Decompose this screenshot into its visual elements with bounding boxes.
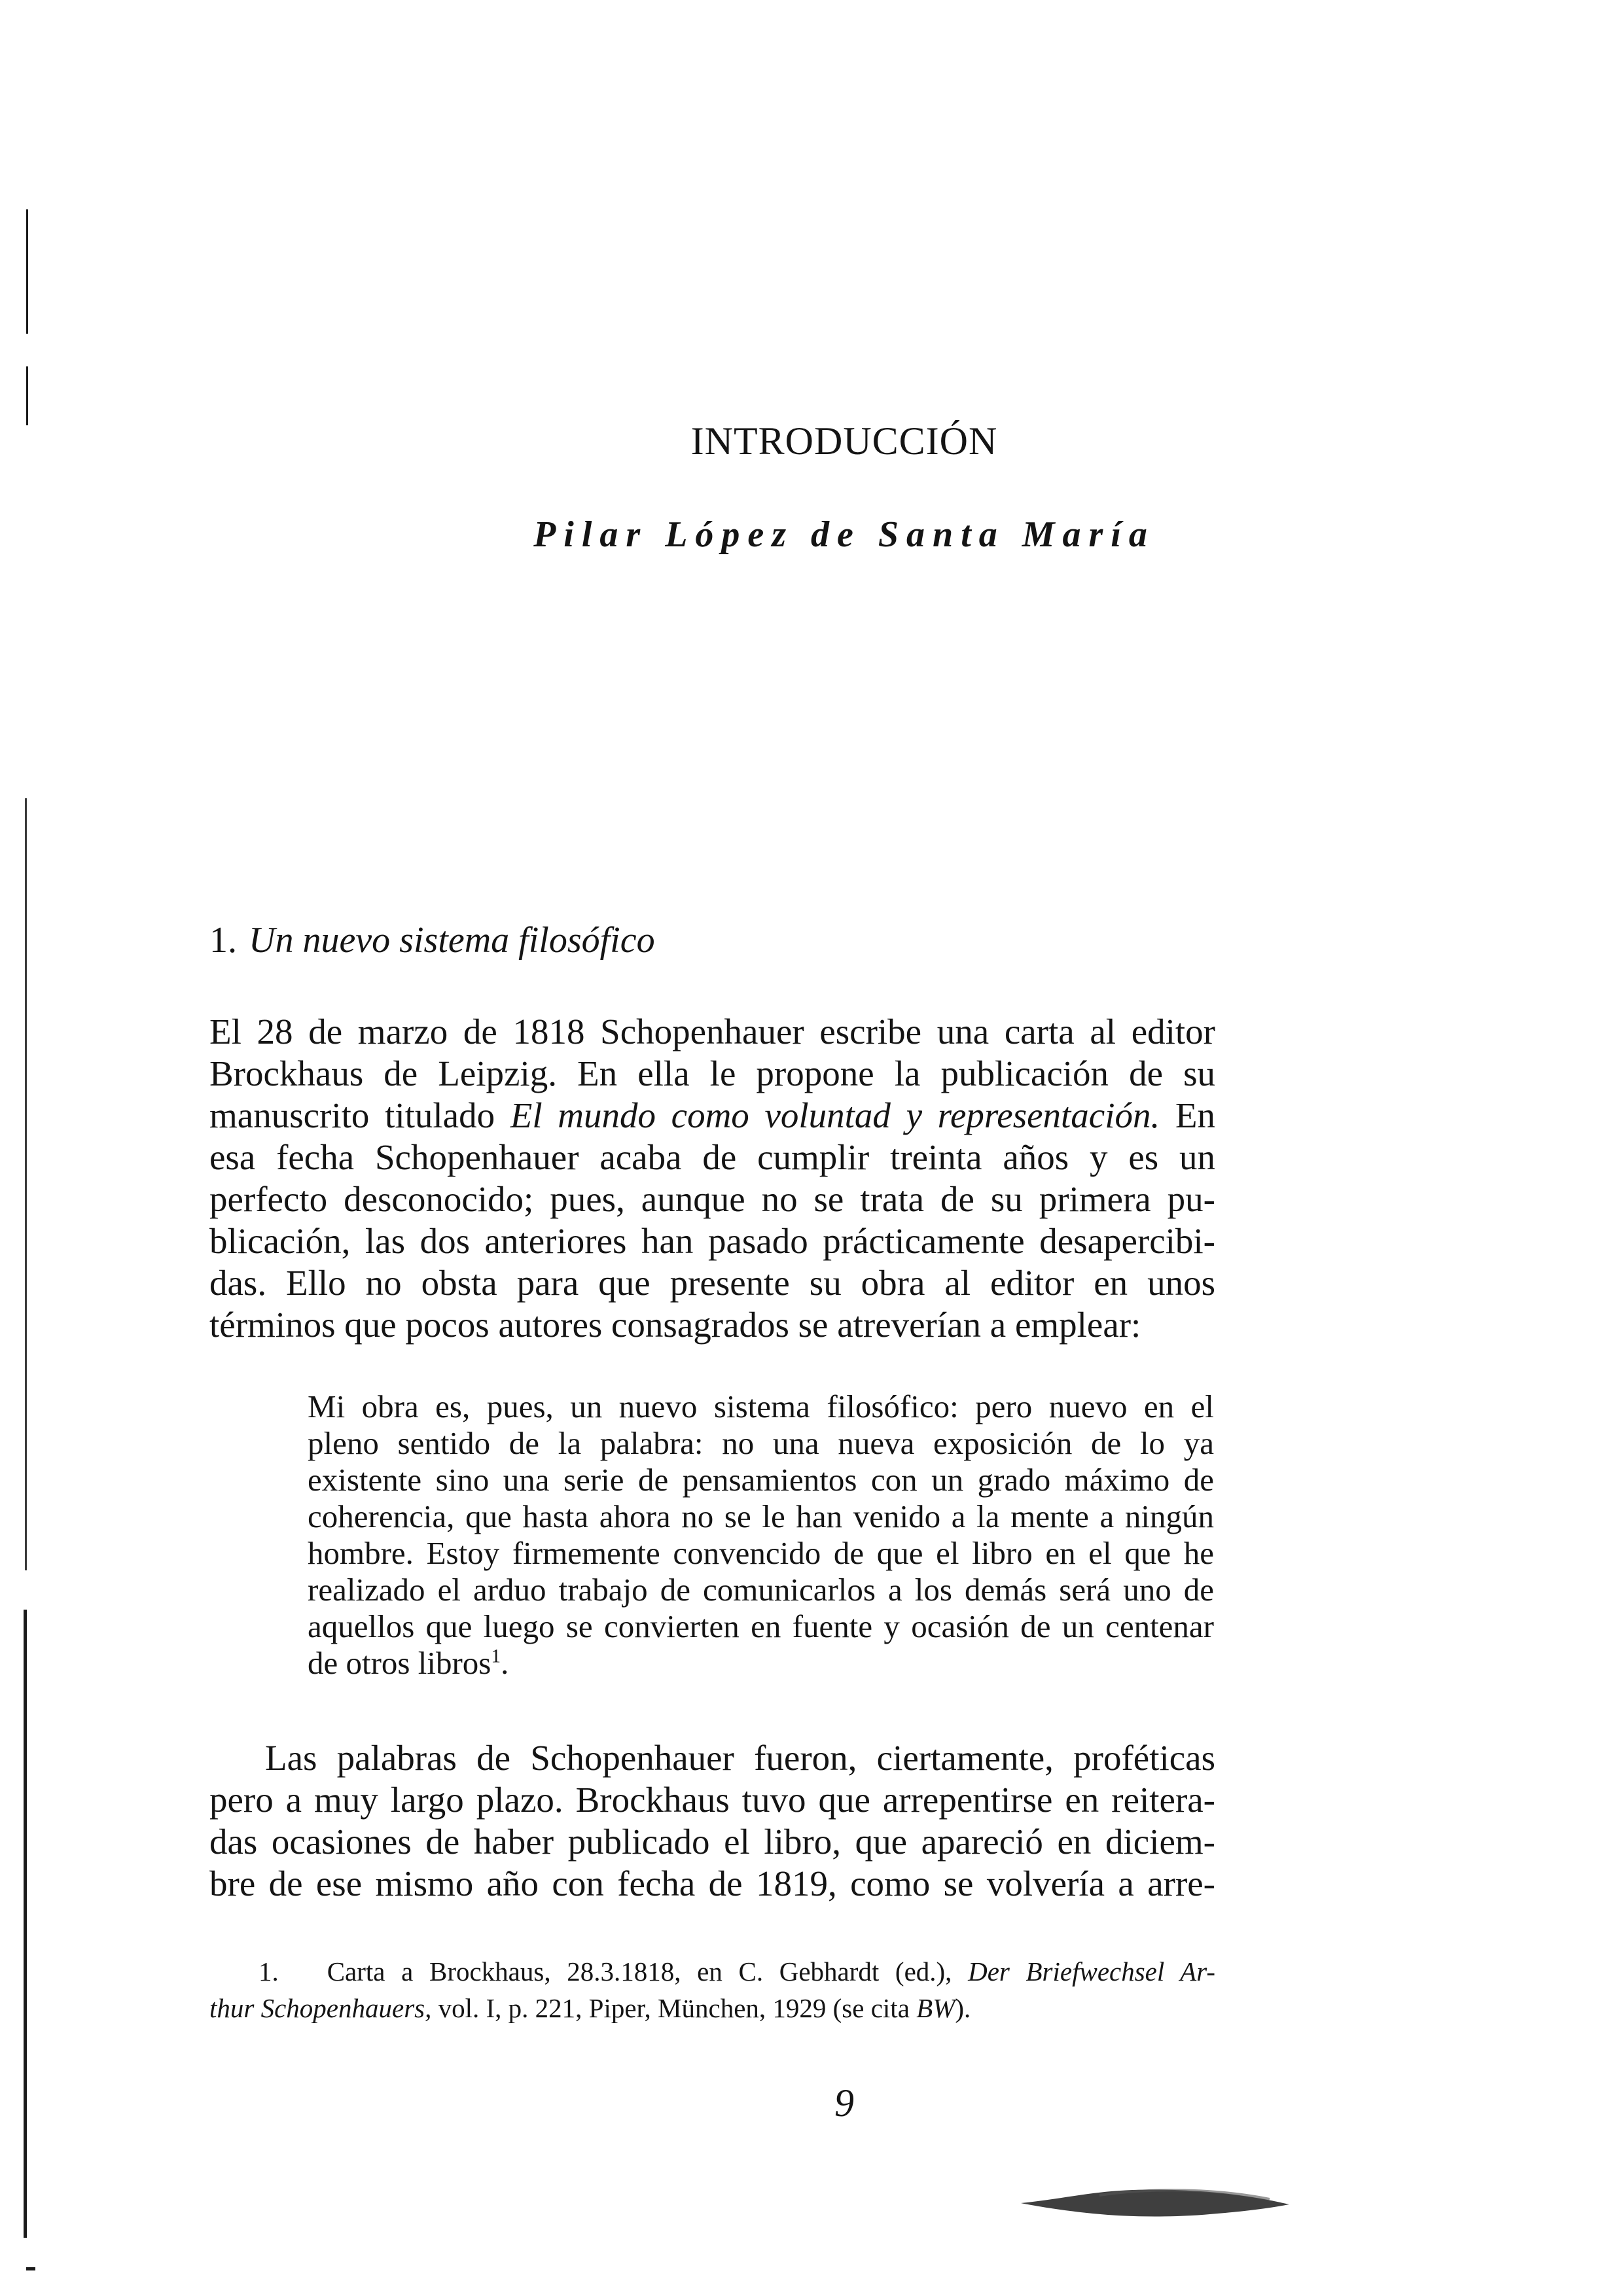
quote-line: hombre. Estoy firmemente convencido de que el libro en el que he [308,1535,1214,1571]
scan-edge-mark [26,366,28,425]
cited-work: thur Schopenhauers, [209,1993,432,2023]
text-line: El 28 de marzo de 1818 Schopenhauer escribe una carta al editor [209,1012,1215,1051]
text-fragment: de otros libros [308,1645,491,1681]
quote-line: aquellos que luego se convierten en fuente y ocasión de un centenar [308,1608,1214,1644]
block-quote [308,1388,1214,1682]
text-fragment: En [1175,1095,1216,1135]
page-number: 9 [834,2081,854,2125]
quote-line: pleno sentido de la palabra: no una nueva exposición de lo ya [308,1425,1214,1461]
text-fragment: vol. I, p. 221, Piper, München, 1929 (se cita [438,1993,910,2023]
text-line: términos que pocos autores consagrados se atreverían a emplear: [209,1305,1141,1345]
text-line: Las palabras de Schopenhauer fueron, ciertamente, proféticas [265,1738,1215,1778]
paragraph-1 [209,1011,1215,1346]
footnote [209,1953,1215,2026]
scan-edge-mark [24,1610,27,2238]
book-title: El mundo como voluntad y representación. [510,1095,1160,1135]
text-fragment: manuscrito titulado [209,1095,495,1135]
section-label: Un nuevo sistema filosófico [249,920,655,961]
scan-smudge [1021,2182,1289,2221]
text-fragment: . [501,1645,509,1681]
citation-abbrev: BW [916,1993,955,2023]
text-line: esa fecha Schopenhauer acaba de cumplir treinta años y es un [209,1137,1215,1177]
text-line: bre de ese mismo año con fecha de 1819, como se volvería a arre- [209,1863,1215,1903]
paragraph-2 [209,1737,1215,1905]
section-number: 1. [209,920,237,961]
text-fragment: Carta a Brockhaus, 28.3.1818, en C. Gebhardt (ed.), [327,1956,952,1987]
page-title: INTRODUCCIÓN [690,419,998,463]
text-line: das. Ello no obsta para que presente su obra al editor en unos [209,1263,1215,1303]
section-heading [209,919,655,961]
cited-work: Der Briefwechsel Ar- [968,1956,1216,1987]
text-line: perfecto desconocido; pues, aunque no se trata de su primera pu- [209,1179,1215,1219]
text-line: Brockhaus de Leipzig. En ella le propone la publicación de su [209,1053,1215,1093]
scan-edge-mark [26,209,28,334]
text-line [209,1095,1215,1137]
quote-line: existente sino una serie de pensamientos con un grado máximo de [308,1462,1214,1498]
quote-line: realizado el arduo trabajo de comunicarlos a los demás será uno de [308,1572,1214,1608]
footnote-number: 1. [259,1956,279,1987]
quote-line: Mi obra es, pues, un nuevo sistema filosófico: pero nuevo en el [308,1388,1214,1424]
footnote-line [209,1953,1215,1990]
footnote-ref: 1 [491,1646,501,1667]
scan-edge-mark [26,2267,35,2270]
text-fragment: ). [955,1993,971,2023]
quote-line: coherencia, que hasta ahora no se le han venido a la mente a ningún [308,1498,1214,1534]
scan-edge-mark [25,798,27,1570]
footnote-line [209,1990,1215,2026]
quote-line [308,1645,1214,1682]
text-line: pero a muy largo plazo. Brockhaus tuvo que arrepentirse en reitera- [209,1780,1215,1820]
text-line: blicación, las dos anteriores han pasado prácticamente desapercibi- [209,1221,1215,1261]
author-name: Pilar López de Santa María [533,514,1155,555]
text-line: das ocasiones de haber publicado el libro, que apareció en diciem- [209,1822,1215,1862]
